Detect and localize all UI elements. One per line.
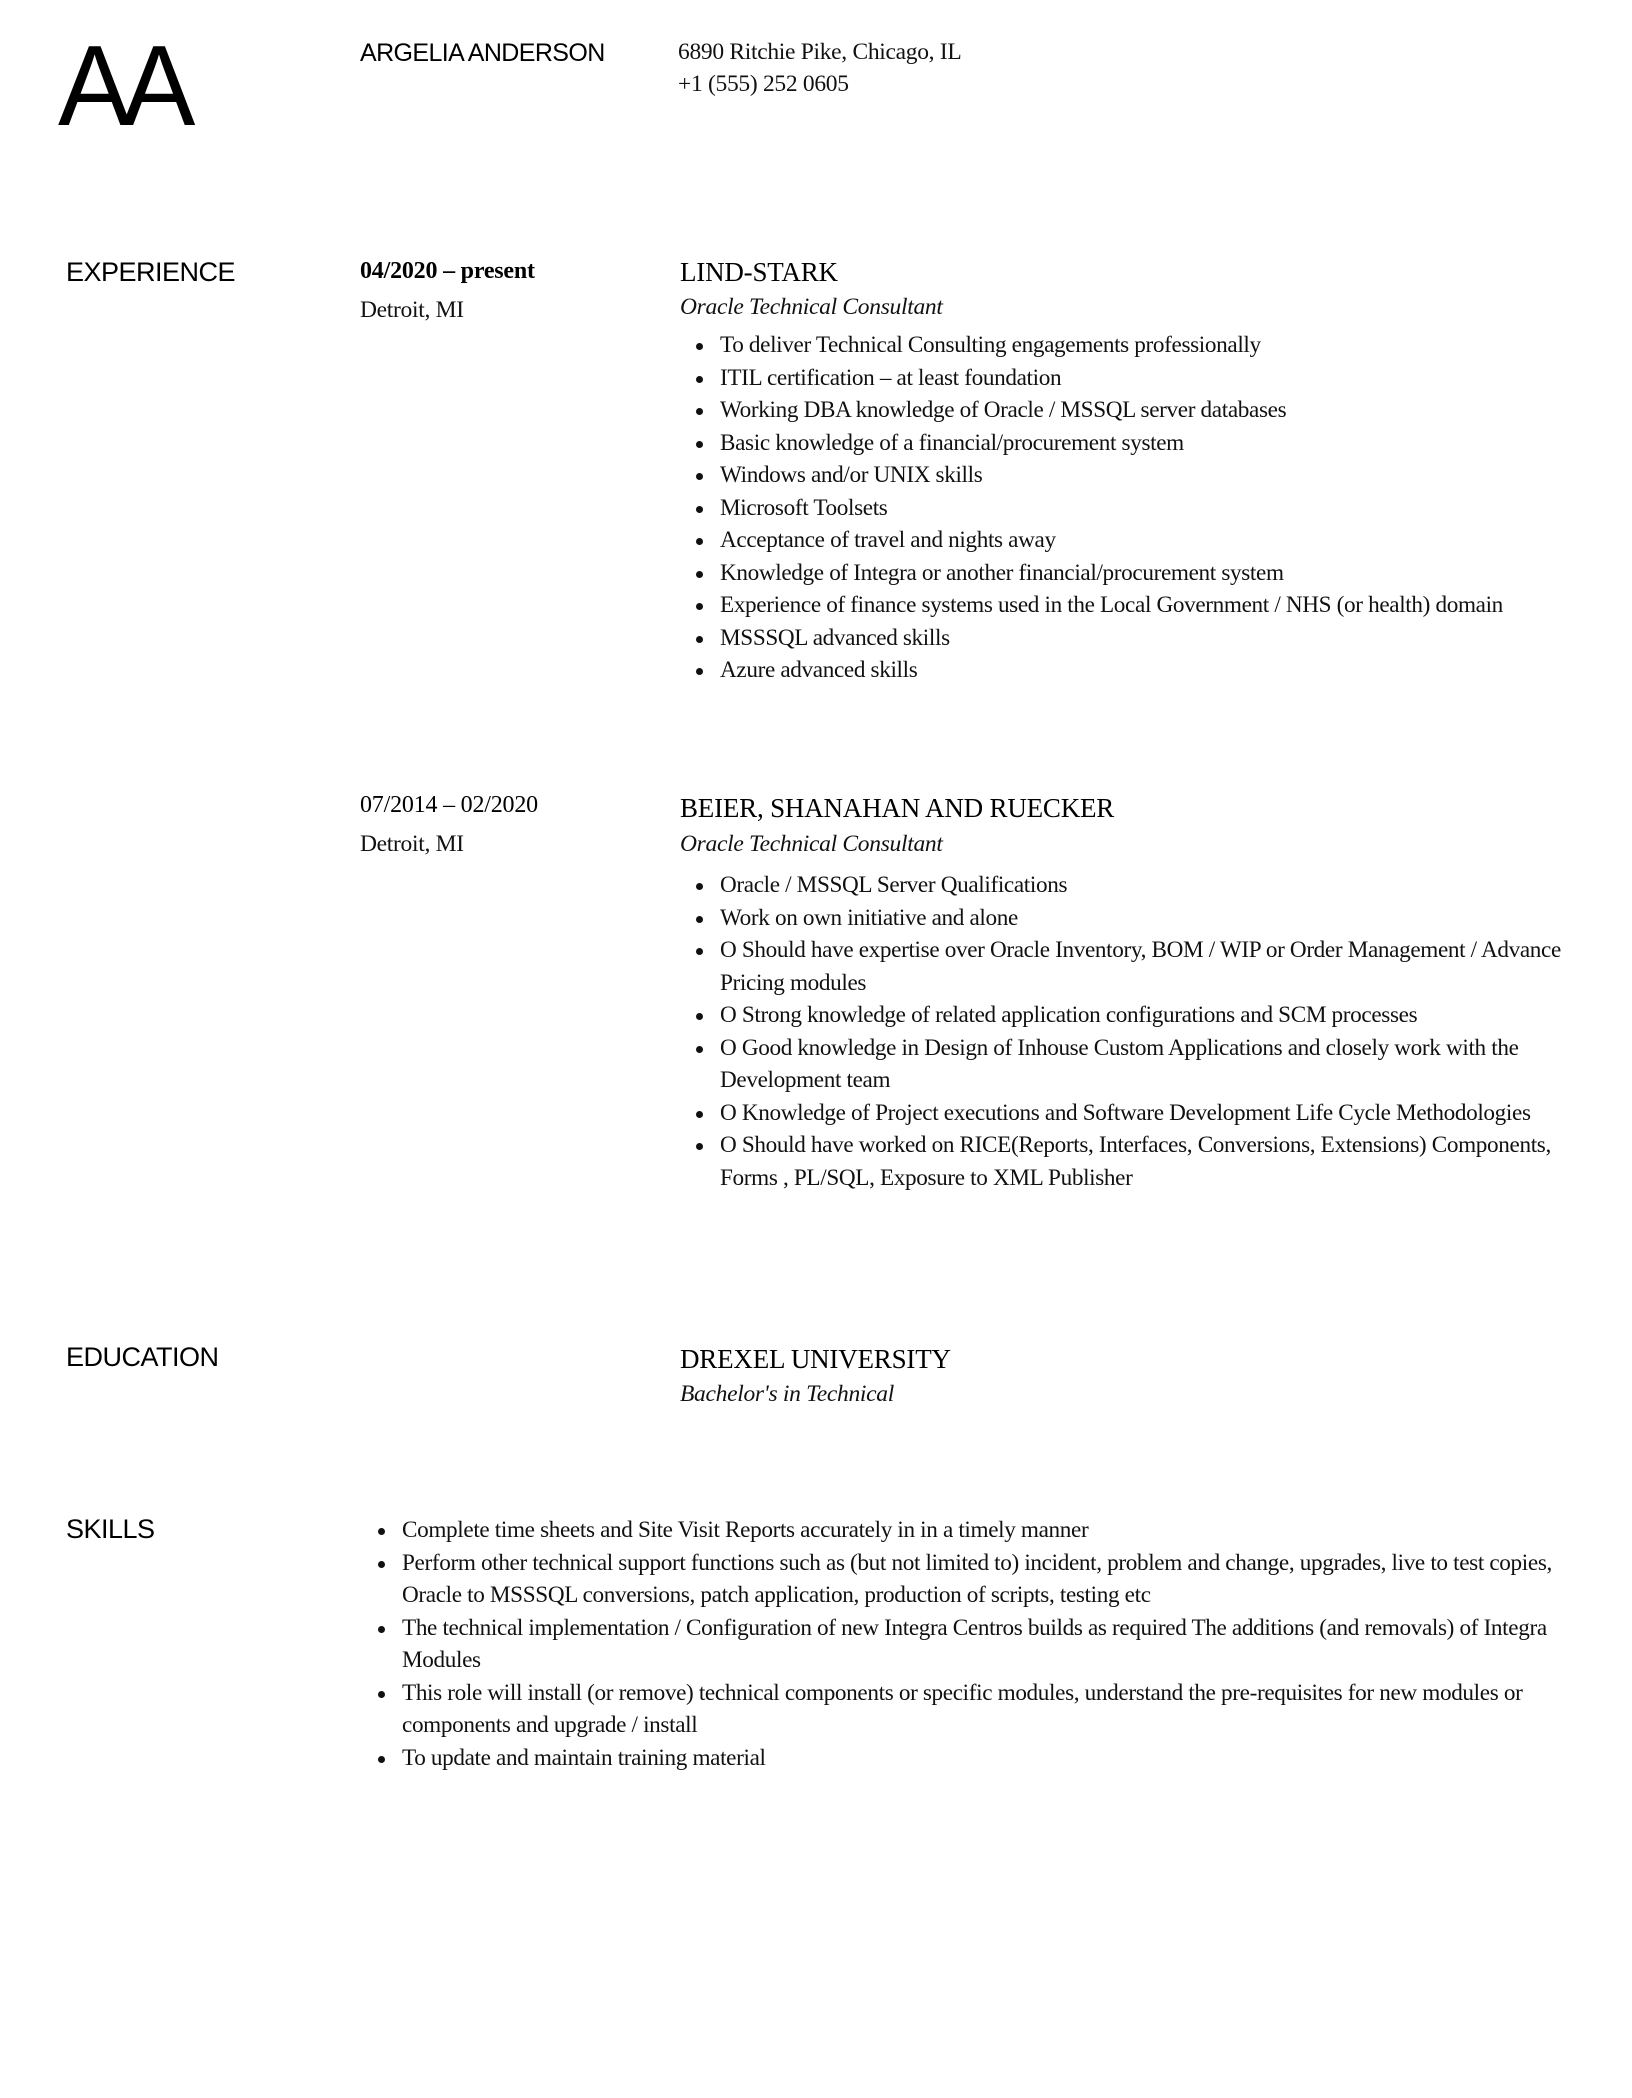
- bullet-icon: [378, 1626, 385, 1633]
- phone: +1 (555) 252 0605: [678, 71, 849, 97]
- list-item: [364, 1742, 1574, 1775]
- bullet-text: Working DBA knowledge of Oracle / MSSQL server databases: [720, 397, 1287, 423]
- bullet-icon: [696, 883, 703, 890]
- monogram-logo: AA: [58, 23, 187, 150]
- skill-text: The technical implementation / Configuration of new Integra Centros builds as required The additions (and removals) of Integra Modules: [402, 1614, 1547, 1673]
- bullet-icon: [378, 1691, 385, 1698]
- job-company: LIND-STARK: [680, 257, 838, 287]
- bullet-text: O Knowledge of Project executions and Software Development Life Cycle Methodologies: [720, 1099, 1531, 1126]
- list-item: [682, 1032, 1582, 1097]
- bullet-text: To deliver Technical Consulting engagements professionally: [720, 332, 1261, 358]
- list-item: [364, 1677, 1574, 1742]
- bullet-icon: [378, 1528, 385, 1535]
- job-location: Detroit, MI: [360, 831, 464, 857]
- list-item: [682, 934, 1582, 999]
- list-item: [682, 557, 1582, 590]
- bullet-icon: [696, 916, 703, 923]
- list-item: [364, 1612, 1574, 1677]
- bullet-icon: [696, 1046, 703, 1053]
- list-item: [682, 524, 1582, 557]
- list-item: [682, 869, 1582, 902]
- bullet-text: O Good knowledge in Design of Inhouse Custom Applications and closely work with the Development team: [720, 1034, 1519, 1093]
- bullet-text: O Should have expertise over Oracle Inventory, BOM / WIP or Order Management / Advance Pricing modules: [720, 937, 1561, 996]
- job-responsibilities: [682, 329, 1582, 687]
- bullet-text: Acceptance of travel and nights away: [720, 527, 1056, 553]
- bullet-text: Azure advanced skills: [720, 657, 918, 683]
- education-degree: Bachelor's in Technical: [680, 1381, 894, 1407]
- bullet-icon: [696, 636, 703, 643]
- bullet-text: Microsoft Toolsets: [720, 494, 888, 521]
- bullet-icon: [696, 376, 703, 383]
- bullet-icon: [696, 948, 703, 955]
- skill-text: To update and maintain training material: [402, 1744, 766, 1771]
- bullet-icon: [378, 1756, 385, 1763]
- bullet-icon: [696, 343, 703, 350]
- bullet-text: Experience of finance systems used in the Local Government / NHS (or health) domain: [720, 592, 1503, 618]
- bullet-icon: [696, 473, 703, 480]
- job-title: Oracle Technical Consultant: [680, 831, 943, 857]
- bullet-icon: [696, 1111, 703, 1118]
- job-dates: 04/2020 – present: [360, 258, 535, 284]
- list-item: [682, 902, 1582, 935]
- bullet-icon: [696, 1143, 703, 1150]
- job-dates: 07/2014 – 02/2020: [360, 792, 538, 818]
- list-item: [682, 1129, 1582, 1194]
- bullet-icon: [378, 1561, 385, 1568]
- bullet-text: O Strong knowledge of related application configurations and SCM processes: [720, 1002, 1418, 1028]
- bullet-text: O Should have worked on RICE(Reports, Interfaces, Conversions, Extensions) Components, Forms , PL/SQL, Exposure to XML Publisher: [720, 1132, 1551, 1191]
- list-item: [682, 329, 1582, 362]
- section-heading-experience: EXPERIENCE: [66, 257, 236, 287]
- job-responsibilities: [682, 869, 1582, 1194]
- list-item: [364, 1514, 1574, 1547]
- skills-list: [364, 1514, 1574, 1774]
- list-item: [682, 654, 1582, 687]
- bullet-text: Knowledge of Integra or another financial/procurement system: [720, 559, 1284, 586]
- job-company: BEIER, SHANAHAN AND RUECKER: [680, 793, 1115, 823]
- section-heading-education: EDUCATION: [66, 1342, 219, 1372]
- bullet-text: ITIL certification – at least foundation: [720, 364, 1062, 391]
- job-location: Detroit, MI: [360, 297, 464, 323]
- list-item: [682, 492, 1582, 525]
- list-item: [682, 589, 1582, 622]
- bullet-text: Oracle / MSSQL Server Qualifications: [720, 872, 1068, 898]
- list-item: [682, 459, 1582, 492]
- section-heading-skills: SKILLS: [66, 1514, 155, 1544]
- bullet-text: Windows and/or UNIX skills: [720, 462, 983, 488]
- list-item: [682, 999, 1582, 1032]
- bullet-text: Work on own initiative and alone: [720, 904, 1018, 931]
- education-school: DREXEL UNIVERSITY: [680, 1344, 951, 1374]
- bullet-icon: [696, 506, 703, 513]
- bullet-icon: [696, 538, 703, 545]
- bullet-icon: [696, 571, 703, 578]
- list-item: [682, 427, 1582, 460]
- skill-text: Complete time sheets and Site Visit Reports accurately in in a timely manner: [402, 1517, 1089, 1543]
- skill-text: This role will install (or remove) technical components or specific modules, understand the pre-requisites for new modules or components and upgrade / install: [402, 1679, 1523, 1738]
- list-item: [682, 362, 1582, 395]
- bullet-icon: [696, 441, 703, 448]
- bullet-text: Basic knowledge of a financial/procurement system: [720, 429, 1184, 456]
- job-title: Oracle Technical Consultant: [680, 294, 943, 320]
- list-item: [364, 1547, 1574, 1612]
- bullet-text: MSSSQL advanced skills: [720, 624, 950, 651]
- bullet-icon: [696, 668, 703, 675]
- list-item: [682, 622, 1582, 655]
- contact-info: [678, 36, 961, 100]
- skill-text: Perform other technical support functions such as (but not limited to) incident, problem and change, upgrades, live to test copies, Oracle to MSSSQL conversions, patch application, production of scripts, testing etc: [402, 1549, 1552, 1608]
- bullet-icon: [696, 408, 703, 415]
- bullet-icon: [696, 1013, 703, 1020]
- list-item: [682, 394, 1582, 427]
- bullet-icon: [696, 603, 703, 610]
- address: 6890 Ritchie Pike, Chicago, IL: [678, 39, 962, 65]
- list-item: [682, 1097, 1582, 1130]
- candidate-name: ARGELIA ANDERSON: [360, 39, 605, 67]
